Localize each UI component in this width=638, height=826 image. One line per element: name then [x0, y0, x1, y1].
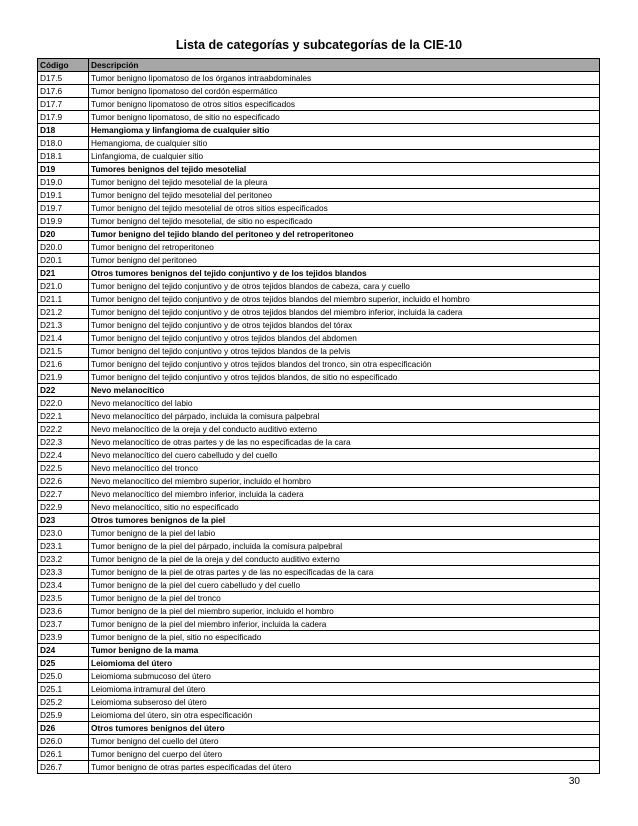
table-row: [38, 540, 600, 553]
category-row: [38, 644, 600, 657]
code-cell: D20: [38, 228, 89, 241]
code-cell: D25: [38, 657, 89, 670]
table-row: [38, 527, 600, 540]
column-header-description: Descripción: [89, 59, 600, 72]
code-cell: D23.9: [38, 631, 89, 644]
category-row: [38, 163, 600, 176]
table-row: [38, 410, 600, 423]
table-header-row: [38, 59, 600, 72]
description-cell: Linfangioma, de cualquier sitio: [89, 150, 600, 163]
table-row: [38, 98, 600, 111]
description-cell: Nevo melanocítico del párpado, incluida la comisura palpebral: [89, 410, 600, 423]
table-row: [38, 150, 600, 163]
table-row: [38, 371, 600, 384]
description-cell: Tumor benigno de la piel, sitio no especificado: [89, 631, 600, 644]
description-cell: Tumor benigno del tejido conjuntivo y otros tejidos blandos del tronco, sin otra especificación: [89, 358, 600, 371]
code-cell: D21.9: [38, 371, 89, 384]
description-cell: Tumor benigno lipomatoso de los órganos intraabdominales: [89, 72, 600, 85]
category-row: [38, 657, 600, 670]
description-cell: Tumor benigno del tejido mesotelial, de sitio no especificado: [89, 215, 600, 228]
description-cell: Tumor benigno del tejido conjuntivo y de otros tejidos blandos del miembro inferior, incluida la cadera: [89, 306, 600, 319]
description-cell: Tumor benigno de otras partes especificadas del útero: [89, 761, 600, 774]
description-cell: Nevo melanocítico del miembro superior, incluido el hombro: [89, 475, 600, 488]
description-cell: Hemangioma, de cualquier sitio: [89, 137, 600, 150]
description-cell: Leiomioma del útero: [89, 657, 600, 670]
page-title: Lista de categorías y subcategorías de la CIE-10: [175, 38, 463, 52]
code-cell: D22.4: [38, 449, 89, 462]
code-cell: D22.2: [38, 423, 89, 436]
table-row: [38, 176, 600, 189]
table-row: [38, 683, 600, 696]
description-cell: Leiomioma submucoso del útero: [89, 670, 600, 683]
description-cell: Nevo melanocítico de la oreja y del conducto auditivo externo: [89, 423, 600, 436]
code-cell: D17.9: [38, 111, 89, 124]
table-row: [38, 397, 600, 410]
table-row: [38, 358, 600, 371]
code-cell: D23.4: [38, 579, 89, 592]
code-cell: D23.1: [38, 540, 89, 553]
code-cell: D25.0: [38, 670, 89, 683]
code-cell: D21.0: [38, 280, 89, 293]
description-cell: Tumor benigno del tejido conjuntivo y de otros tejidos blandos de cabeza, cara y cuello: [89, 280, 600, 293]
table-row: [38, 280, 600, 293]
code-cell: D25.1: [38, 683, 89, 696]
code-cell: D19.1: [38, 189, 89, 202]
description-cell: Leiomioma del útero, sin otra especificación: [89, 709, 600, 722]
description-cell: Tumor benigno del tejido conjuntivo y otros tejidos blandos, de sitio no especificado: [89, 371, 600, 384]
category-row: [38, 384, 600, 397]
code-cell: D21.1: [38, 293, 89, 306]
code-cell: D19.9: [38, 215, 89, 228]
table-row: [38, 345, 600, 358]
code-cell: D20.1: [38, 254, 89, 267]
description-cell: Tumor benigno del peritoneo: [89, 254, 600, 267]
description-cell: Tumor benigno del tejido conjuntivo y de otros tejidos blandos del miembro superior, incluido el hombro: [89, 293, 600, 306]
table-row: [38, 306, 600, 319]
code-cell: D26: [38, 722, 89, 735]
description-cell: Nevo melanocítico del miembro inferior, incluida la cadera: [89, 488, 600, 501]
table-row: [38, 696, 600, 709]
code-cell: D18.0: [38, 137, 89, 150]
code-cell: D22.9: [38, 501, 89, 514]
description-cell: Tumor benigno del tejido mesotelial del peritoneo: [89, 189, 600, 202]
code-cell: D22.3: [38, 436, 89, 449]
description-cell: Hemangioma y linfangioma de cualquier sitio: [89, 124, 600, 137]
description-cell: Tumor benigno del cuerpo del útero: [89, 748, 600, 761]
description-cell: Tumor benigno del tejido conjuntivo y otros tejidos blandos de la pelvis: [89, 345, 600, 358]
table-row: [38, 631, 600, 644]
table-row: [38, 501, 600, 514]
category-row: [38, 514, 600, 527]
cie10-table: [37, 58, 600, 774]
code-cell: D21: [38, 267, 89, 280]
description-cell: Tumor benigno de la piel del cuero cabelludo y del cuello: [89, 579, 600, 592]
category-row: [38, 267, 600, 280]
code-cell: D26.7: [38, 761, 89, 774]
code-cell: D21.3: [38, 319, 89, 332]
code-cell: D23.2: [38, 553, 89, 566]
table-row: [38, 566, 600, 579]
description-cell: Tumor benigno de la piel del labio: [89, 527, 600, 540]
description-cell: Nevo melanocítico del labio: [89, 397, 600, 410]
description-cell: Tumor benigno de la mama: [89, 644, 600, 657]
table-row: [38, 436, 600, 449]
table-row: [38, 735, 600, 748]
description-cell: Otros tumores benignos del tejido conjuntivo y de los tejidos blandos: [89, 267, 600, 280]
table-row: [38, 254, 600, 267]
category-row: [38, 722, 600, 735]
table-row: [38, 579, 600, 592]
description-cell: Nevo melanocítico del tronco: [89, 462, 600, 475]
code-cell: D23.7: [38, 618, 89, 631]
table-row: [38, 189, 600, 202]
description-cell: Tumor benigno lipomatoso de otros sitios especificados: [89, 98, 600, 111]
code-cell: D23.5: [38, 592, 89, 605]
description-cell: Tumor benigno de la piel de otras partes y de las no especificadas de la cara: [89, 566, 600, 579]
table-row: [38, 423, 600, 436]
table-row: [38, 85, 600, 98]
table-row: [38, 592, 600, 605]
code-cell: D23.0: [38, 527, 89, 540]
code-cell: D22.7: [38, 488, 89, 501]
category-row: [38, 228, 600, 241]
table-row: [38, 618, 600, 631]
code-cell: D22.6: [38, 475, 89, 488]
table-row: [38, 111, 600, 124]
description-cell: Tumor benigno del tejido blando del peritoneo y del retroperitoneo: [89, 228, 600, 241]
table-row: [38, 670, 600, 683]
description-cell: Tumor benigno de la piel de la oreja y del conducto auditivo externo: [89, 553, 600, 566]
description-cell: Tumor benigno lipomatoso, de sitio no especificado: [89, 111, 600, 124]
code-cell: D21.5: [38, 345, 89, 358]
code-cell: D22.0: [38, 397, 89, 410]
table-row: [38, 462, 600, 475]
code-cell: D23.6: [38, 605, 89, 618]
code-cell: D23.3: [38, 566, 89, 579]
description-cell: Tumores benignos del tejido mesotelial: [89, 163, 600, 176]
table-row: [38, 449, 600, 462]
table-row: [38, 202, 600, 215]
code-cell: D21.4: [38, 332, 89, 345]
page-number: 30: [568, 776, 580, 787]
code-cell: D22: [38, 384, 89, 397]
description-cell: Tumor benigno del cuello del útero: [89, 735, 600, 748]
code-cell: D24: [38, 644, 89, 657]
description-cell: Tumor benigno de la piel del miembro superior, incluido el hombro: [89, 605, 600, 618]
table-row: [38, 553, 600, 566]
description-cell: Tumor benigno del tejido conjuntivo y de otros tejidos blandos del tórax: [89, 319, 600, 332]
description-cell: Tumor benigno de la piel del miembro inferior, incluida la cadera: [89, 618, 600, 631]
description-cell: Tumor benigno de la piel del párpado, incluida la comisura palpebral: [89, 540, 600, 553]
code-cell: D19.7: [38, 202, 89, 215]
code-cell: D22.5: [38, 462, 89, 475]
table-row: [38, 137, 600, 150]
description-cell: Tumor benigno del tejido conjuntivo y otros tejidos blandos del abdomen: [89, 332, 600, 345]
table-row: [38, 319, 600, 332]
table-row: [38, 72, 600, 85]
table-row: [38, 475, 600, 488]
code-cell: D20.0: [38, 241, 89, 254]
table-row: [38, 748, 600, 761]
description-cell: Nevo melanocítico, sitio no especificado: [89, 501, 600, 514]
code-cell: D18: [38, 124, 89, 137]
table-row: [38, 605, 600, 618]
description-cell: Leiomioma intramural del útero: [89, 683, 600, 696]
description-cell: Tumor benigno de la piel del tronco: [89, 592, 600, 605]
description-cell: Nevo melanocítico del cuero cabelludo y del cuello: [89, 449, 600, 462]
category-row: [38, 124, 600, 137]
table-row: [38, 293, 600, 306]
code-cell: D21.6: [38, 358, 89, 371]
code-cell: D17.7: [38, 98, 89, 111]
description-cell: Tumor benigno del tejido mesotelial de la pleura: [89, 176, 600, 189]
description-cell: Tumor benigno del tejido mesotelial de otros sitios especificados: [89, 202, 600, 215]
table-row: [38, 241, 600, 254]
code-cell: D18.1: [38, 150, 89, 163]
description-cell: Tumor benigno lipomatoso del cordón espermático: [89, 85, 600, 98]
description-cell: Tumor benigno del retroperitoneo: [89, 241, 600, 254]
code-cell: D25.2: [38, 696, 89, 709]
code-cell: D19.0: [38, 176, 89, 189]
description-cell: Leiomioma subseroso del útero: [89, 696, 600, 709]
code-cell: D26.0: [38, 735, 89, 748]
code-cell: D23: [38, 514, 89, 527]
code-cell: D17.5: [38, 72, 89, 85]
code-cell: D25.9: [38, 709, 89, 722]
table-row: [38, 488, 600, 501]
table-row: [38, 709, 600, 722]
column-header-code: Código: [38, 59, 89, 72]
code-cell: D19: [38, 163, 89, 176]
description-cell: Otros tumores benignos del útero: [89, 722, 600, 735]
description-cell: Nevo melanocítico: [89, 384, 600, 397]
description-cell: Otros tumores benignos de la piel: [89, 514, 600, 527]
description-cell: Nevo melanocítico de otras partes y de las no especificadas de la cara: [89, 436, 600, 449]
code-cell: D17.6: [38, 85, 89, 98]
table-row: [38, 332, 600, 345]
code-cell: D22.1: [38, 410, 89, 423]
table-row: [38, 761, 600, 774]
code-cell: D21.2: [38, 306, 89, 319]
table-row: [38, 215, 600, 228]
code-cell: D26.1: [38, 748, 89, 761]
